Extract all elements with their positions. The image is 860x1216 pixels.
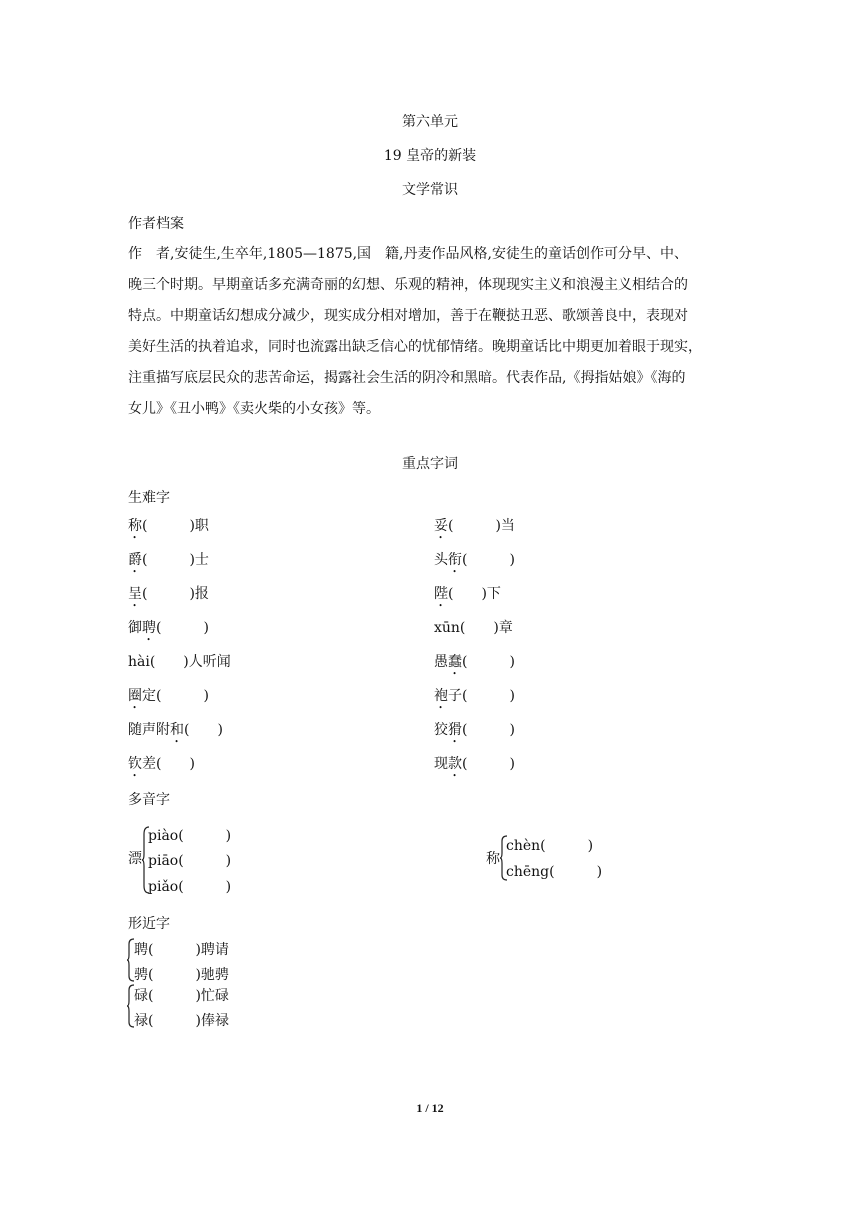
similar-item: 聘( )聘请 bbox=[134, 942, 229, 958]
word-item: 呈( )报 bbox=[128, 586, 209, 602]
similar-item: 碌( )忙碌 bbox=[134, 988, 229, 1004]
polyphonic-heading: 多音字 bbox=[128, 792, 170, 808]
word-item: 御聘( ) bbox=[128, 620, 209, 636]
author-line: 特点。中期童话幻想成分减少，现实成分相对增加，善于在鞭挞丑恶、歌颂善良中，表现对 bbox=[128, 308, 688, 324]
word-item: 愚蠢( ) bbox=[434, 654, 515, 670]
author-paragraph bbox=[128, 239, 734, 425]
reading-item: chēng( ) bbox=[506, 864, 603, 880]
word-item: xūn( )章 bbox=[434, 620, 513, 636]
word-item: 狡猾( ) bbox=[434, 722, 515, 738]
word-item: hài( )人听闻 bbox=[128, 654, 231, 670]
word-item: 妥( )当 bbox=[434, 518, 515, 534]
author-line: 注重描写底层民众的悲苦命运，揭露社会生活的阴冷和黑暗。代表作品,《拇指姑娘》《海的 bbox=[128, 370, 686, 386]
section-title-vocab: 重点字词 bbox=[402, 456, 458, 472]
word-item: 称( )职 bbox=[128, 518, 209, 534]
similar-item: 骋( )驰骋 bbox=[134, 967, 229, 983]
word-item: 钦差( ) bbox=[128, 756, 195, 772]
difficult-heading: 生难字 bbox=[128, 490, 170, 506]
author-line: 作 者,安徒生,生卒年,1805—1875,国 籍,丹麦作品风格,安徒生的童话创作可分早、中、 bbox=[128, 246, 688, 262]
author-line: 女儿》《丑小鸭》《卖火柴的小女孩》等。 bbox=[128, 401, 380, 417]
word-item: 现款( ) bbox=[434, 756, 515, 772]
reading-item: chèn( ) bbox=[506, 838, 594, 854]
section-title-literature: 文学常识 bbox=[402, 182, 458, 198]
lesson-title: 19 皇帝的新装 bbox=[383, 148, 477, 164]
unit-title: 第六单元 bbox=[402, 114, 458, 130]
word-item: 陛( )下 bbox=[434, 586, 501, 602]
author-heading: 作者档案 bbox=[128, 216, 184, 232]
polyphonic-char-piao: 漂 bbox=[128, 851, 142, 867]
reading-item: piào( ) bbox=[148, 828, 232, 844]
word-item: 袍子( ) bbox=[434, 688, 515, 704]
author-line: 晚三个时期。早期童话多充满奇丽的幻想、乐观的精神，体现现实主义和浪漫主义相结合的 bbox=[128, 277, 688, 293]
similar-item: 禄( )俸禄 bbox=[134, 1013, 229, 1029]
reading-item: piǎo( ) bbox=[148, 879, 232, 895]
similar-heading: 形近字 bbox=[128, 916, 170, 932]
reading-item: piāo( ) bbox=[148, 853, 232, 869]
word-item: 爵( )士 bbox=[128, 552, 209, 568]
author-line: 美好生活的执着追求，同时也流露出缺乏信心的忧郁情绪。晚期童话比中期更加着眼于现实， bbox=[128, 339, 702, 355]
word-item: 头衔( ) bbox=[434, 552, 515, 568]
polyphonic-char-cheng: 称 bbox=[486, 851, 500, 867]
page-number: 1 / 12 bbox=[416, 1101, 444, 1115]
word-item: 圈定( ) bbox=[128, 688, 209, 704]
word-item: 随声附和( ) bbox=[128, 722, 223, 738]
